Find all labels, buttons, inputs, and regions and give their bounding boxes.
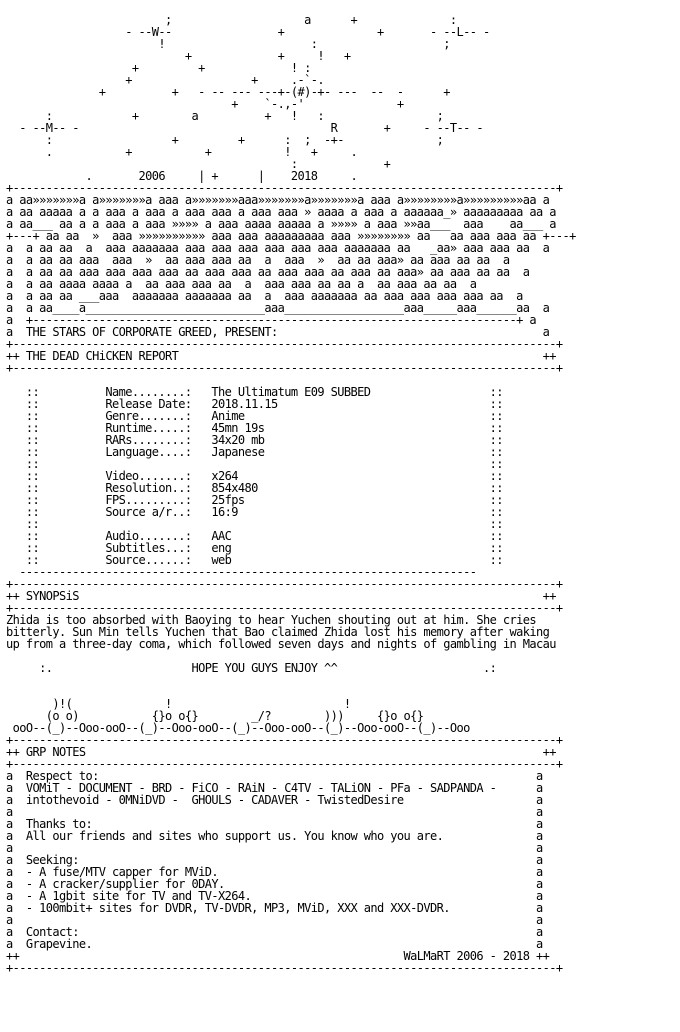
nfo-line: a VOMiT - DOCUMENT - BRD - FiCO - RAiN - C4TV - TALiON - PFa - SADPANDA - a <box>6 781 543 795</box>
nfo-line: +----------------------------------------------------------------------------------+ <box>6 733 563 747</box>
nfo-line: +----------------------------------------------------------------------------------+ <box>6 577 563 591</box>
nfo-line: a - 100mbit+ sites for DVDR, TV-DVDR, MP3, MViD, XXX and XXX-DVDR. a <box>6 901 543 915</box>
nfo-line: a aa aaaaa a a aaa a aaa a aaa aaa a aaa aaa » aaaa a aaa a aaaaaa_» aaaaaaaaa aa a <box>6 205 556 219</box>
nfo-line: :: Video.......: x264 :: <box>6 469 503 483</box>
nfo-line: ! : ; <box>6 37 450 51</box>
nfo-line: :. HOPE YOU GUYS ENJOY ^^ .: <box>6 661 497 675</box>
nfo-line: a aa___ aa a a aaa a aaa »»»» a aaa aaaa aaaaa a »»»» a aaa »»aa___ aaa aa___ a <box>6 217 556 231</box>
nfo-line: . 2006 | + | 2018 . <box>6 169 358 183</box>
nfo-line: ; a + : <box>6 13 457 27</box>
nfo-line: - --M-- - R + - --T-- - <box>6 121 483 135</box>
nfo-line: a THE STARS OF CORPORATE GREED, PRESENT: a <box>6 325 550 339</box>
nfo-line: up from a three-day coma, which followed seven days and nights of gambling in Macau <box>6 637 556 651</box>
nfo-line: :: FPS.........: 25fps :: <box>6 493 503 507</box>
nfo-line: :: Language....: Japanese :: <box>6 445 503 459</box>
nfo-line: ++ GRP NOTES ++ <box>6 745 556 759</box>
nfo-line: + + - -- --- ---+-(#)-+- --- -- - + <box>6 85 450 99</box>
nfo-line: a +-------------------------------------------------------------------------+ a <box>6 313 536 327</box>
nfo-line: + + ! + <box>6 49 351 63</box>
nfo-line: :: :: <box>6 457 503 471</box>
nfo-line: a - A 1gbit site for TV and TV-X264. a <box>6 889 543 903</box>
nfo-line: a Thanks to: a <box>6 817 543 831</box>
nfo-line: - --W-- + + - --L-- - <box>6 25 490 39</box>
nfo-line: : + a + ! : ; <box>6 109 444 123</box>
nfo-line: :: RARs........: 34x20 mb :: <box>6 433 503 447</box>
nfo-line: a a aa aaaa aaaa a aa aaa aaa aa a aaa aaa aa aa a aa aaa aa aa a <box>6 277 477 291</box>
nfo-line: ++ SYNOPSiS ++ <box>6 589 556 603</box>
nfo-line: ++ WaLMaRT 2006 - 2018 ++ <box>6 949 550 963</box>
nfo-line: a Contact: a <box>6 925 543 939</box>
nfo-line: a intothevoid - 0MNiDVD - GHOULS - CADAVER - TwistedDesire a <box>6 793 543 807</box>
nfo-document-text <box>6 2 576 974</box>
nfo-line: a a <box>6 805 543 819</box>
nfo-line: a a aa aa ___aaa aaaaaaa aaaaaaa aa a aaa aaaaaaa aa aaa aaa aaa aaa aa a <box>6 289 523 303</box>
nfo-line: a aa»»»»»»»a a»»»»»»»a aaa a»»»»»»»aaa»»»»»»»a»»»»»»»a aaa a»»»»»»»»a»»»»»»»»»aa a <box>6 193 550 207</box>
nfo-line: +----------------------------------------------------------------------------------+ <box>6 961 563 975</box>
nfo-line: ++ THE DEAD CHiCKEN REPORT ++ <box>6 349 556 363</box>
nfo-line: (o o) {}o o{} _/? ))) {}o o{} <box>6 709 424 723</box>
nfo-line: a a <box>6 841 543 855</box>
nfo-line: a a aa aa aaa aaa aaa aaa aa aaa aaa aa aaa aaa aa aaa aa aaa» aa aaa aa aa a <box>6 265 530 279</box>
nfo-line: a - A cracker/supplier for 0DAY. a <box>6 877 543 891</box>
nfo-line: + + ! : <box>6 61 311 75</box>
nfo-line: a Seeking: a <box>6 853 543 867</box>
nfo-line: a a aa____a___________________________aaa__________________aaa_____aaa______aa a <box>6 301 550 315</box>
nfo-line: a Grapevine. a <box>6 937 543 951</box>
nfo-line: a a <box>6 913 543 927</box>
nfo-line: a Respect to: a <box>6 769 543 783</box>
nfo-line: :: Runtime.....: 45mn 19s :: <box>6 421 503 435</box>
nfo-line: +----------------------------------------------------------------------------------+ <box>6 601 563 615</box>
nfo-line: :: :: <box>6 517 503 531</box>
nfo-line: :: Source......: web :: <box>6 553 503 567</box>
nfo-line: + `-.,-' + <box>6 97 404 111</box>
nfo-line: . + + ! + . <box>6 145 358 159</box>
nfo-line: bitterly. Sun Min tells Yuchen that Bao claimed Zhida lost his memory after waking <box>6 625 550 639</box>
nfo-line: :: Name........: The Ultimatum E09 SUBBED :: <box>6 385 503 399</box>
nfo-line: a - A fuse/MTV capper for MViD. a <box>6 865 543 879</box>
nfo-line: :: Subtitles...: eng :: <box>6 541 503 555</box>
nfo-line: +----------------------------------------------------------------------------------+ <box>6 181 563 195</box>
nfo-line: :: Genre.......: Anime :: <box>6 409 503 423</box>
nfo-line: --------------------------------------------------------------------- <box>6 565 477 579</box>
nfo-line: Zhida is too absorbed with Baoying to hear Yuchen shouting out at him. She cries <box>6 613 536 627</box>
nfo-line: :: Resolution..: 854x480 :: <box>6 481 503 495</box>
nfo-line: ooO--(_)--Ooo-ooO--(_)--Ooo-ooO--(_)--Ooo-ooO--(_)--Ooo-ooO--(_)--Ooo <box>6 721 470 735</box>
nfo-line: +----------------------------------------------------------------------------------+ <box>6 361 563 375</box>
nfo-line: :: Release Date: 2018.11.15 :: <box>6 397 503 411</box>
nfo-line: : + <box>6 157 391 171</box>
nfo-line: :: Source a/r..: 16:9 :: <box>6 505 503 519</box>
nfo-line: a a aa aa a aaa aaaaaaa aaa aaa aaa aaa aaa aaa aaaaaaa aa _aa» aaa aaa aa a <box>6 241 550 255</box>
nfo-line: a a aa aa aaa aaa » aa aaa aaa aa a aaa » aa aa aaa» aa aaa aa aa a <box>6 253 510 267</box>
nfo-line: :: Audio.......: AAC :: <box>6 529 503 543</box>
nfo-line: )!( ! ! <box>6 697 351 711</box>
nfo-line: + + .-`-. <box>6 73 324 87</box>
nfo-line: a All our friends and sites who support us. You know who you are. a <box>6 829 543 843</box>
nfo-line: +----------------------------------------------------------------------------------+ <box>6 757 563 771</box>
nfo-line: +---+ aa aa » aaa »»»»»»»»»» aaa aaa aaaaaaaaa aaa »»»»»»»» aa aa aaa aaa aa +---+ <box>6 229 576 243</box>
nfo-line: : + + : ; -+- ; <box>6 133 444 147</box>
nfo-line: +----------------------------------------------------------------------------------+ <box>6 337 563 351</box>
